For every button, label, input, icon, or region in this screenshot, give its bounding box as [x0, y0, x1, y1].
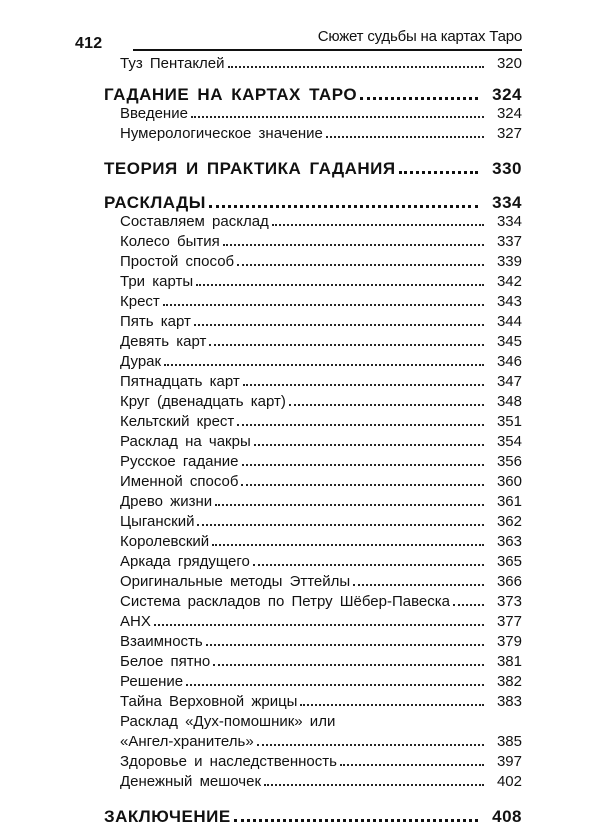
- toc-entry-page: 339: [496, 253, 522, 270]
- toc-section-title: РАСКЛАДЫ: [104, 193, 206, 212]
- dot-leader: [191, 116, 484, 118]
- dot-leader: [234, 819, 478, 822]
- toc-section[interactable]: [104, 159, 522, 179]
- dot-leader: [209, 344, 484, 346]
- toc-section-title: ТЕОРИЯ И ПРАКТИКА ГАДАНИЯ: [104, 159, 396, 178]
- toc-entry-page: 327: [496, 125, 522, 142]
- dot-leader: [399, 171, 478, 174]
- toc-entry[interactable]: [104, 273, 522, 293]
- toc-entry[interactable]: [104, 493, 522, 513]
- dot-leader: [186, 684, 484, 686]
- toc-entry[interactable]: [104, 373, 522, 393]
- dot-leader: [223, 244, 484, 246]
- toc-entry[interactable]: [104, 253, 522, 273]
- toc-entry-page: 361: [496, 493, 522, 510]
- toc-entry[interactable]: [104, 393, 522, 413]
- toc-entry-title: Расклад на чакры: [120, 433, 251, 450]
- toc-entry-title: Простой способ: [120, 253, 235, 270]
- dot-leader: [212, 544, 484, 546]
- header-rule: [133, 49, 522, 51]
- toc-entry-page: 334: [496, 213, 522, 230]
- page-header: [75, 25, 522, 53]
- dot-leader: [209, 205, 478, 208]
- toc-entry-title: Именной способ: [120, 473, 239, 490]
- dot-leader: [360, 97, 478, 100]
- toc-entry[interactable]: [104, 125, 522, 145]
- toc-entry-title: Оригинальные методы Эттейлы: [120, 573, 351, 590]
- toc-entry-page: 320: [496, 55, 522, 72]
- dot-leader: [164, 364, 484, 366]
- toc-section-page: 324: [492, 85, 522, 104]
- toc-entry-title: Взаимность: [120, 633, 203, 650]
- toc-entry[interactable]: [104, 753, 522, 773]
- dot-leader: [272, 224, 484, 226]
- toc-entry[interactable]: [104, 553, 522, 573]
- toc-entry-title: Расклад «Дух-помошник» или: [120, 713, 336, 730]
- toc-entry-title: Тайна Верховной жрицы: [120, 693, 298, 710]
- toc-entry-page: 363: [496, 533, 522, 550]
- running-title: Сюжет судьбы на картах Таро: [317, 28, 522, 45]
- toc-entry-title: Пять карт: [120, 313, 191, 330]
- toc-entry-page: 379: [496, 633, 522, 650]
- dot-leader: [154, 624, 484, 626]
- toc-entry-title: Решение: [120, 673, 184, 690]
- dot-leader: [213, 664, 484, 666]
- dot-leader: [206, 644, 484, 646]
- toc-entry[interactable]: [104, 733, 522, 753]
- toc-entry-page: 344: [496, 313, 522, 330]
- toc-entry-page: 348: [496, 393, 522, 410]
- toc-entry-title: Нумерологическое значение: [120, 125, 323, 142]
- toc-entry-page: 347: [496, 373, 522, 390]
- toc-section-page: 408: [492, 807, 522, 826]
- toc-section[interactable]: [104, 193, 522, 213]
- toc-section[interactable]: [104, 807, 522, 827]
- toc-entry[interactable]: [104, 673, 522, 693]
- dot-leader: [163, 304, 484, 306]
- toc-entry-title: Крест: [120, 293, 160, 310]
- toc-entry-title: Введение: [120, 105, 188, 122]
- toc-entry-page: 381: [496, 653, 522, 670]
- toc-entry[interactable]: [104, 613, 522, 633]
- toc-entry-page: 383: [496, 693, 522, 710]
- toc-entry-page: 366: [496, 573, 522, 590]
- toc-entry[interactable]: [104, 593, 522, 613]
- toc-entry-title: Цыганский: [120, 513, 195, 530]
- toc-entry[interactable]: [104, 473, 522, 493]
- toc-entry[interactable]: [104, 453, 522, 473]
- dot-leader: [326, 136, 484, 138]
- toc-section-title: ЗАКЛЮЧЕНИЕ: [104, 807, 231, 826]
- toc-entry[interactable]: [104, 55, 522, 75]
- toc-entry[interactable]: [104, 433, 522, 453]
- toc-entry-page: 385: [496, 733, 522, 750]
- toc-entry-page: 337: [496, 233, 522, 250]
- page-number: 412: [75, 35, 103, 52]
- toc-entry[interactable]: [104, 213, 522, 233]
- dot-leader: [241, 484, 484, 486]
- toc-entry-title-continuation: «Ангел-хранитель»: [120, 733, 254, 750]
- dot-leader: [340, 764, 484, 766]
- toc-entry-page: 360: [496, 473, 522, 490]
- toc-entry-title: Здоровье и наследственность: [120, 753, 337, 770]
- toc-entry-page: 397: [496, 753, 522, 770]
- toc-entry-page: 354: [496, 433, 522, 450]
- toc-entry[interactable]: [104, 653, 522, 673]
- toc-entry-page: 402: [496, 773, 522, 790]
- dot-leader: [257, 744, 484, 746]
- toc-entry-title: Аркада грядущего: [120, 553, 250, 570]
- toc-entry[interactable]: [104, 513, 522, 533]
- toc-entry-page: 351: [496, 413, 522, 430]
- toc-entry-page: 356: [496, 453, 522, 470]
- toc-entry-page: 362: [496, 513, 522, 530]
- dot-leader: [237, 424, 484, 426]
- toc-entry[interactable]: [104, 693, 522, 713]
- toc-entry-title: Русское гадание: [120, 453, 239, 470]
- toc-entry[interactable]: [104, 573, 522, 593]
- toc-entry-page: 324: [496, 105, 522, 122]
- dot-leader: [197, 524, 484, 526]
- dot-leader: [253, 564, 484, 566]
- toc-entry-page: 345: [496, 333, 522, 350]
- toc-entry[interactable]: [104, 773, 522, 793]
- toc-entry[interactable]: [104, 293, 522, 313]
- dot-leader: [300, 704, 484, 706]
- toc-section-title: ГАДАНИЕ НА КАРТАХ ТАРО: [104, 85, 358, 104]
- toc-entry-page: 373: [496, 593, 522, 610]
- toc-entry[interactable]: [104, 233, 522, 253]
- toc-entry-title: Пятнадцать карт: [120, 373, 240, 390]
- toc-entry[interactable]: [104, 105, 522, 125]
- dot-leader: [194, 324, 484, 326]
- toc-entry-page: 377: [496, 613, 522, 630]
- dot-leader: [254, 444, 484, 446]
- toc-section-page: 334: [492, 193, 522, 212]
- toc-entry-title: Составляем расклад: [120, 213, 269, 230]
- toc-entry-title: Туз Пентаклей: [120, 55, 225, 72]
- toc-entry-page: 342: [496, 273, 522, 290]
- dot-leader: [196, 284, 484, 286]
- toc-entry-title: Королевский: [120, 533, 210, 550]
- toc-entry[interactable]: [104, 353, 522, 373]
- toc-section[interactable]: [104, 85, 522, 105]
- toc-entry-title: Девять карт: [120, 333, 207, 350]
- toc-entry-page: 382: [496, 673, 522, 690]
- toc-entry[interactable]: [104, 333, 522, 353]
- toc-entry-page: 343: [496, 293, 522, 310]
- dot-leader: [237, 264, 484, 266]
- dot-leader: [453, 604, 484, 606]
- toc-entry[interactable]: [104, 633, 522, 653]
- table-of-contents: [104, 55, 522, 827]
- dot-leader: [242, 464, 484, 466]
- toc-entry-title: Три карты: [120, 273, 194, 290]
- dot-leader: [264, 784, 484, 786]
- toc-entry-title-first-line[interactable]: [104, 713, 522, 733]
- toc-entry-title: Белое пятно: [120, 653, 211, 670]
- toc-entry[interactable]: [104, 533, 522, 553]
- toc-entry-title: Дурак: [120, 353, 162, 370]
- toc-entry-title: Денежный мешочек: [120, 773, 262, 790]
- toc-entry-title: Колесо бытия: [120, 233, 220, 250]
- dot-leader: [228, 66, 484, 68]
- dot-leader: [353, 584, 484, 586]
- toc-entry[interactable]: [104, 413, 522, 433]
- toc-entry-page: 346: [496, 353, 522, 370]
- toc-entry-page: 365: [496, 553, 522, 570]
- dot-leader: [289, 404, 484, 406]
- toc-entry-title: Кельтский крест: [120, 413, 235, 430]
- dot-leader: [215, 504, 484, 506]
- toc-section-page: 330: [492, 159, 522, 178]
- toc-entry-title: АНХ: [120, 613, 151, 630]
- toc-entry-title: Круг (двенадцать карт): [120, 393, 286, 410]
- dot-leader: [243, 384, 484, 386]
- toc-entry-title: Система раскладов по Петру Шёбер-Павеска: [120, 593, 450, 610]
- toc-entry-title: Древо жизни: [120, 493, 213, 510]
- toc-entry[interactable]: [104, 313, 522, 333]
